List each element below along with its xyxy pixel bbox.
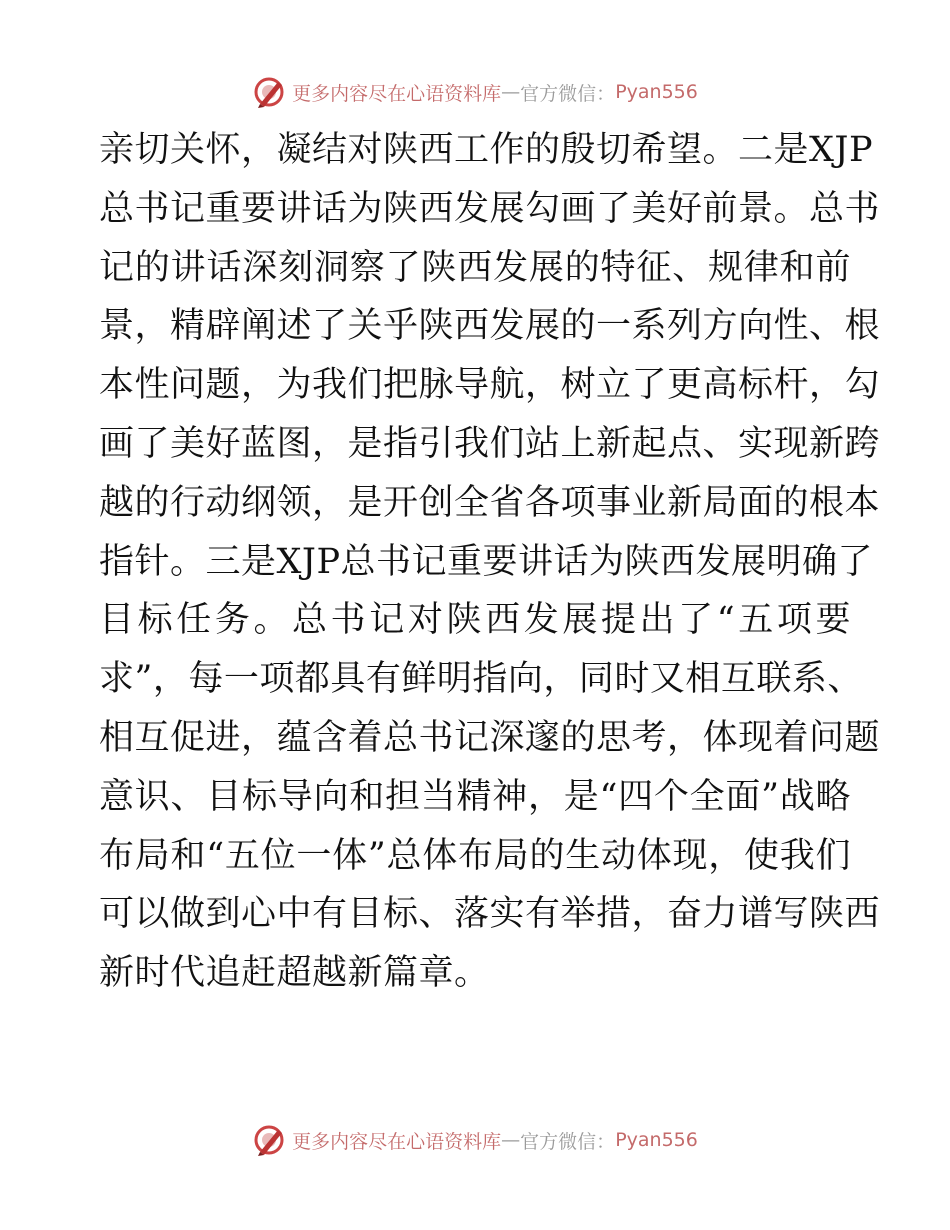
header-site-text: 更多内容尽在心语资料库 xyxy=(292,82,502,105)
body-line-5: 本性问题，为我们把脉导航，树立了更高标杆，勾 xyxy=(99,365,881,406)
footer-banner xyxy=(0,1120,950,1160)
body-line-8: 指针。三是XJP总书记重要讲话为陕西发展明确了 xyxy=(99,541,873,582)
body-line-4: 景，精辟阐述了关乎陕西发展的一系列方向性、根 xyxy=(99,306,881,347)
footer-wechat-id: Pyan556 xyxy=(615,1129,698,1151)
header-wechat-id: Pyan556 xyxy=(615,81,698,103)
body-line-6: 画了美好蓝图，是指引我们站上新起点、实现新跨 xyxy=(99,423,881,464)
body-line-9: 目标任务。总书记对陕西发展提出了“五项要 xyxy=(99,600,851,641)
body-line-11: 相互促进，蕴含着总书记深邃的思考，体现着问题 xyxy=(99,717,881,758)
body-line-12: 意识、目标导向和担当精神，是“四个全面”战略 xyxy=(99,776,851,817)
footer-site-text: 更多内容尽在心语资料库 xyxy=(292,1130,502,1153)
body-line-7: 越的行动纲领，是开创全省各项事业新局面的根本 xyxy=(99,482,881,523)
pen-logo-icon xyxy=(252,74,288,110)
header-wechat-label: 官方微信： xyxy=(520,82,616,105)
pen-logo-icon xyxy=(252,1122,288,1158)
body-line-13: 布局和“五位一体”总体布局的生动体现，使我们 xyxy=(99,835,851,876)
document-body xyxy=(99,121,881,1003)
header-banner xyxy=(0,72,950,112)
body-line-15: 新时代追赶超越新篇章。 xyxy=(99,953,490,994)
body-line-2: 总书记重要讲话为陕西发展勾画了美好前景。总书 xyxy=(99,188,881,229)
body-line-1: 亲切关怀，凝结对陕西工作的殷切希望。二是XJP xyxy=(99,130,873,170)
footer-dash: — xyxy=(501,1129,521,1151)
body-line-14: 可以做到心中有目标、落实有举措，奋力谱写陕西 xyxy=(99,894,881,935)
footer-wechat-label: 官方微信： xyxy=(520,1130,616,1153)
header-dash: — xyxy=(501,81,521,103)
body-line-3: 记的讲话深刻洞察了陕西发展的特征、规律和前 xyxy=(99,247,851,288)
body-line-10: 求”，每一项都具有鲜明指向，同时又相互联系、 xyxy=(99,659,863,700)
